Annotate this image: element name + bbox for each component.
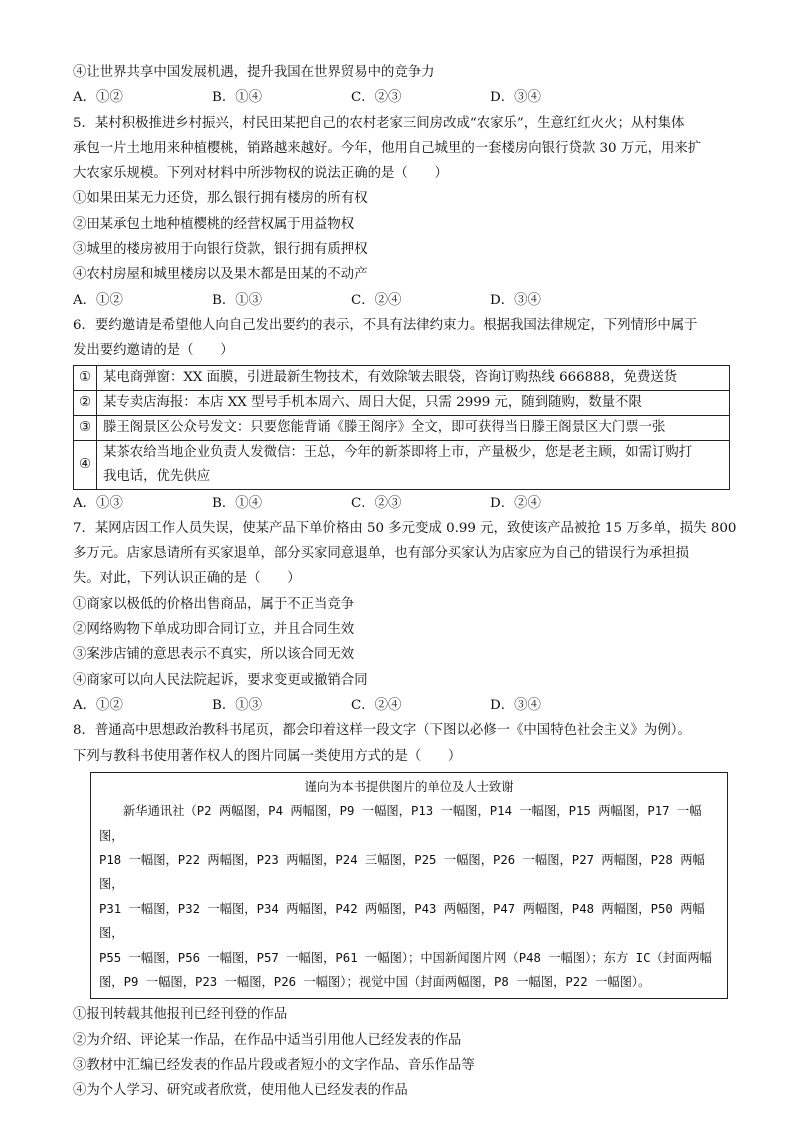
q7-statement: ①商家以极低的价格出售商品，属于不正当竞争 — [73, 596, 355, 612]
q5-option-c: C．②④ — [351, 292, 402, 308]
case-number: ② — [74, 390, 97, 415]
q6-option-c: C．②③ — [351, 495, 402, 511]
q4-option-c: C．②③ — [351, 90, 402, 106]
q8-stem-line: 8．普通高中思想政治教科书尾页，都会印着这样一段文字（下图以必修一《中国特色社会主义》为例）。 — [73, 723, 691, 739]
case-number: ④ — [74, 440, 97, 489]
q8-statement: ①报刊转载其他报刊已经刊登的作品 — [73, 1007, 288, 1023]
acknowledgement-line: 新华通讯社（P2 两幅图，P4 两幅图，P9 一幅图，P13 一幅图，P14 一幅图，P15 两幅图，P17 一幅图， — [99, 804, 702, 843]
q8-statement: ④为个人学习、研究或者欣赏，使用他人已经发表的作品 — [73, 1083, 408, 1099]
q5-options — [73, 288, 733, 313]
q5-stem-line: 5．某村积极推进乡村振兴，村民田某把自己的农村老家三间房改成“农家乐”，生意红红火火；从村集体 — [73, 115, 685, 131]
case-text: 某电商弹窗：XX 面膜，引进最新生物技术，有效除皱去眼袋，咨询订购热线 666888，免费送货 — [97, 365, 730, 390]
q4-option-d: D．③④ — [490, 90, 541, 106]
q4-statement-4: ④让世界共享中国发展机遇，提升我国在世界贸易中的竞争力 — [73, 65, 435, 80]
case-number: ③ — [74, 415, 97, 440]
acknowledgement-line: P18 一幅图，P22 两幅图，P23 两幅图，P24 三幅图，P25 一幅图，P26 一幅图，P27 两幅图，P28 两幅图， — [99, 853, 705, 892]
q4-option-a: A．①② — [73, 90, 123, 106]
q5-stem-line: 大农家乐规模。下列对材料中所涉物权的说法正确的是（ ） — [73, 166, 448, 182]
case-number: ① — [74, 365, 97, 390]
case-text — [97, 440, 730, 489]
q8-stem-line: 下列与教科书使用著作权人的图片同属一类使用方式的是（ ） — [73, 748, 462, 764]
table-row — [74, 390, 730, 415]
q6-option-d: D．②④ — [490, 495, 541, 511]
q7-statement: ②网络购物下单成功即合同订立，并且合同生效 — [73, 622, 355, 638]
table-row — [74, 440, 730, 489]
q5-option-a: A．①② — [73, 292, 123, 308]
q5-statement: ③城里的楼房被用于向银行贷款，银行拥有质押权 — [73, 242, 368, 258]
q7-option-c: C．②④ — [351, 697, 402, 713]
q7-option-a: A．①② — [73, 697, 123, 713]
q5-statement: ①如果田某无力还贷，那么银行拥有楼房的所有权 — [73, 191, 368, 207]
q6-stem-line: 发出要约邀请的是（ ） — [73, 343, 234, 359]
q8-statement: ③教材中汇编已经发表的作品片段或者短小的文字作品、音乐作品等 — [73, 1058, 475, 1074]
q5-statement: ②田某承包土地种植樱桃的经营权属于用益物权 — [73, 216, 355, 232]
case-text: 某专卖店海报：本店 XX 型号手机本周六、周日大促，只需 2999 元，随到随购，数量不限 — [97, 390, 730, 415]
q6-option-a: A．①③ — [73, 495, 123, 511]
q5-option-b: B．①③ — [212, 292, 263, 308]
case-text: 滕王阁景区公众号发文：只要您能背诵《滕王阁序》全文，即可获得当日滕王阁景区大门票一张 — [97, 415, 730, 440]
q6-cases-table — [73, 365, 730, 490]
q6-stem-line: 6．要约邀请是希望他人向自己发出要约的表示，不具有法律约束力。根据我国法律规定，下列情形中属于 — [73, 317, 698, 333]
q7-stem-line: 失。对此，下列认识正确的是（ ） — [73, 571, 301, 587]
q7-statement: ④商家可以向人民法院起诉，要求变更或撤销合同 — [73, 672, 368, 688]
acknowledgement-line: 图，P9 一幅图，P23 一幅图，P26 一幅图）；视觉中国（封面两幅图，P8 一幅图，P22 一幅图）。 — [99, 975, 651, 990]
q5-statement: ④农村房屋和城里楼房以及果木都是田某的不动产 — [73, 267, 368, 283]
acknowledgement-box — [90, 772, 728, 1000]
case-text-line: 某茶农给当地企业负责人发微信：王总，今年的新茶即将上市，产量极少，您是老主顾，如需订购打 — [103, 444, 693, 460]
q7-option-b: B．①③ — [212, 697, 263, 713]
table-row — [74, 365, 730, 390]
q6-option-b: B．①④ — [212, 495, 263, 511]
q4-options — [73, 85, 733, 110]
q7-stem-line: 7．某网店因工作人员失误，使某产品下单价格由 50 多元变成 0.99 元，致使该产品被抢 15 万多单，损失 800 — [73, 520, 737, 536]
q7-statement: ③案涉店铺的意思表示不真实，所以该合同无效 — [73, 647, 355, 663]
q7-option-d: D．③④ — [490, 697, 541, 713]
q6-options — [73, 491, 733, 516]
q4-option-b: B．①④ — [212, 90, 263, 106]
acknowledgement-title: 谨向为本书提供图片的单位及人士致谢 — [304, 779, 514, 794]
q7-stem-line: 多万元。店家恳请所有买家退单，部分买家同意退单，也有部分买家认为店家应为自己的错误行为承担损 — [73, 546, 689, 562]
q5-stem-line: 承包一片土地用来种植樱桃，销路越来越好。今年，他用自己城里的一套楼房向银行贷款 30 万元，用来扩 — [73, 140, 702, 156]
q7-options — [73, 693, 733, 718]
acknowledgement-line: P31 一幅图，P32 一幅图，P34 两幅图，P42 两幅图，P43 两幅图，P47 两幅图，P48 两幅图，P50 两幅图， — [99, 901, 705, 941]
case-text-line: 我电话，优先供应 — [103, 468, 211, 484]
acknowledgement-line: P55 一幅图，P56 一幅图，P57 一幅图，P61 一幅图）；中国新闻图片网（P48 一幅图）；东方 IC（封面两幅 — [99, 950, 712, 965]
exam-page — [73, 60, 737, 1104]
q5-option-d: D．③④ — [490, 292, 541, 308]
q8-statement: ②为介绍、评论某一作品，在作品中适当引用他人已经发表的作品 — [73, 1032, 462, 1048]
table-row — [74, 415, 730, 440]
